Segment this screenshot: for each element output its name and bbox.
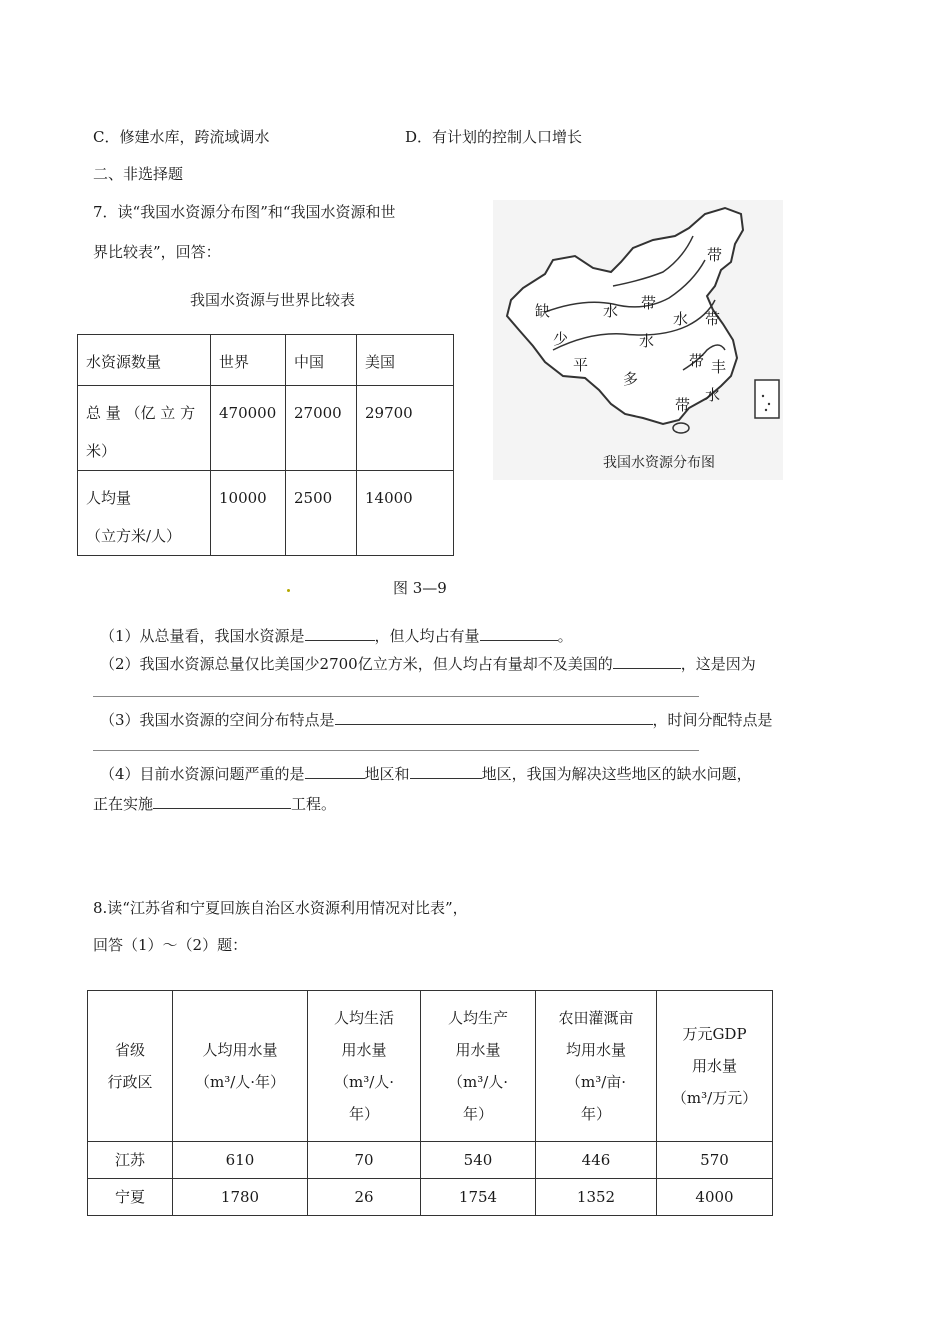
map-label: 带 — [675, 396, 691, 414]
answer-line[interactable] — [93, 696, 699, 697]
answer-blank[interactable] — [410, 762, 482, 779]
table-cell: 江苏 — [88, 1142, 173, 1179]
table-row — [78, 386, 454, 471]
table-cell: 540 — [421, 1142, 536, 1179]
q7-sub3: （3）我国水资源的空间分布特点是 ，时间分配特点是 — [100, 708, 773, 730]
china-water-map — [493, 200, 783, 480]
figure-caption: 图 3—9 — [393, 579, 447, 597]
table-header-cell: 农田灌溉亩 均用水量 （m³/亩· 年） — [536, 991, 657, 1142]
table-cell: 10000 — [211, 471, 286, 556]
section-title: 二、非选择题 — [93, 165, 184, 183]
table-cell: 70 — [308, 1142, 421, 1179]
q7-sub4: （4）目前水资源问题严重的是 地区和 地区，我国为解决这些地区的缺水问题， — [100, 762, 752, 784]
table-header-row — [78, 335, 454, 386]
table-cell: 宁夏 — [88, 1179, 173, 1216]
map-label: 水 — [705, 386, 721, 404]
table-header-cell: 美国 — [357, 335, 454, 386]
table-cell: 2500 — [286, 471, 357, 556]
q8-stem-line2: 回答（1）～（2）题： — [93, 936, 248, 954]
table-cell: 1754 — [421, 1179, 536, 1216]
q7-sub4-cont: 正在实施 工程。 — [93, 792, 336, 814]
option-d: D．有计划的控制人口增长 — [405, 128, 583, 146]
answer-blank[interactable] — [613, 652, 681, 669]
table-header-cell: 万元GDP 用水量 （m³/万元） — [657, 991, 773, 1142]
map-label: 多 — [623, 370, 639, 388]
map-label: 带 — [707, 246, 723, 264]
table-cell: 1352 — [536, 1179, 657, 1216]
answer-blank[interactable] — [480, 624, 558, 641]
table-header-cell: 人均生产 用水量 （m³/人· 年） — [421, 991, 536, 1142]
q7-stem-line1: 7．读“我国水资源分布图”和“我国水资源和世 — [93, 203, 396, 221]
table-cell: 14000 — [357, 471, 454, 556]
table-cell: 26 — [308, 1179, 421, 1216]
option-c: C．修建水库，跨流域调水 — [93, 128, 270, 146]
table-header-cell: 水资源数量 — [78, 335, 211, 386]
q7-sub1: （1）从总量看，我国水资源是 ，但人均占有量 。 — [100, 624, 573, 646]
table-header-cell: 人均生活 用水量 （m³/人· 年） — [308, 991, 421, 1142]
table-cell: 29700 — [357, 386, 454, 471]
china-map-graphic — [493, 200, 783, 480]
map-label: 带 — [705, 310, 721, 328]
table-header-row — [88, 991, 773, 1142]
table-cell: 570 — [657, 1142, 773, 1179]
q7-stem-line2: 界比较表”，回答： — [93, 243, 221, 261]
table-cell: 470000 — [211, 386, 286, 471]
table-header-cell: 省级 行政区 — [88, 991, 173, 1142]
map-caption: 我国水资源分布图 — [603, 455, 715, 471]
water-comparison-table — [77, 334, 454, 556]
map-label: 缺 — [535, 302, 551, 320]
decorative-dot — [287, 589, 290, 592]
table-cell: 27000 — [286, 386, 357, 471]
answer-line[interactable] — [93, 750, 699, 751]
map-label: 丰 — [711, 358, 727, 376]
map-label: 水 — [603, 302, 619, 320]
table-cell: 610 — [173, 1142, 308, 1179]
table-row — [88, 1179, 773, 1216]
answer-blank[interactable] — [153, 792, 291, 809]
row-label: 总 量 （亿 立 方 米） — [78, 386, 211, 471]
table-header-cell: 中国 — [286, 335, 357, 386]
row-label: 人均量 （立方米/人） — [78, 471, 211, 556]
answer-blank[interactable] — [305, 624, 375, 641]
table-header-cell: 人均用水量 （m³/人·年） — [173, 991, 308, 1142]
map-label: 水 — [673, 310, 689, 328]
q8-stem-line1: 8.读“江苏省和宁夏回族自治区水资源利用情况对比表”， — [93, 899, 468, 917]
map-label: 水 — [639, 332, 655, 350]
table-header-cell: 世界 — [211, 335, 286, 386]
table-cell: 446 — [536, 1142, 657, 1179]
q7-table-title: 我国水资源与世界比较表 — [190, 291, 356, 309]
map-label: 平 — [573, 356, 589, 374]
map-label: 少 — [553, 330, 569, 348]
water-usage-table — [87, 990, 773, 1216]
answer-blank[interactable] — [305, 762, 365, 779]
table-cell: 4000 — [657, 1179, 773, 1216]
table-row — [78, 471, 454, 556]
table-row — [88, 1142, 773, 1179]
q7-sub2: （2）我国水资源总量仅比美国少2700亿立方米，但人均占有量却不及美国的 ，这是因为 — [100, 652, 756, 674]
map-label: 带 — [641, 294, 657, 312]
map-label: 带 — [689, 352, 705, 370]
table-cell: 1780 — [173, 1179, 308, 1216]
answer-blank[interactable] — [335, 708, 653, 725]
